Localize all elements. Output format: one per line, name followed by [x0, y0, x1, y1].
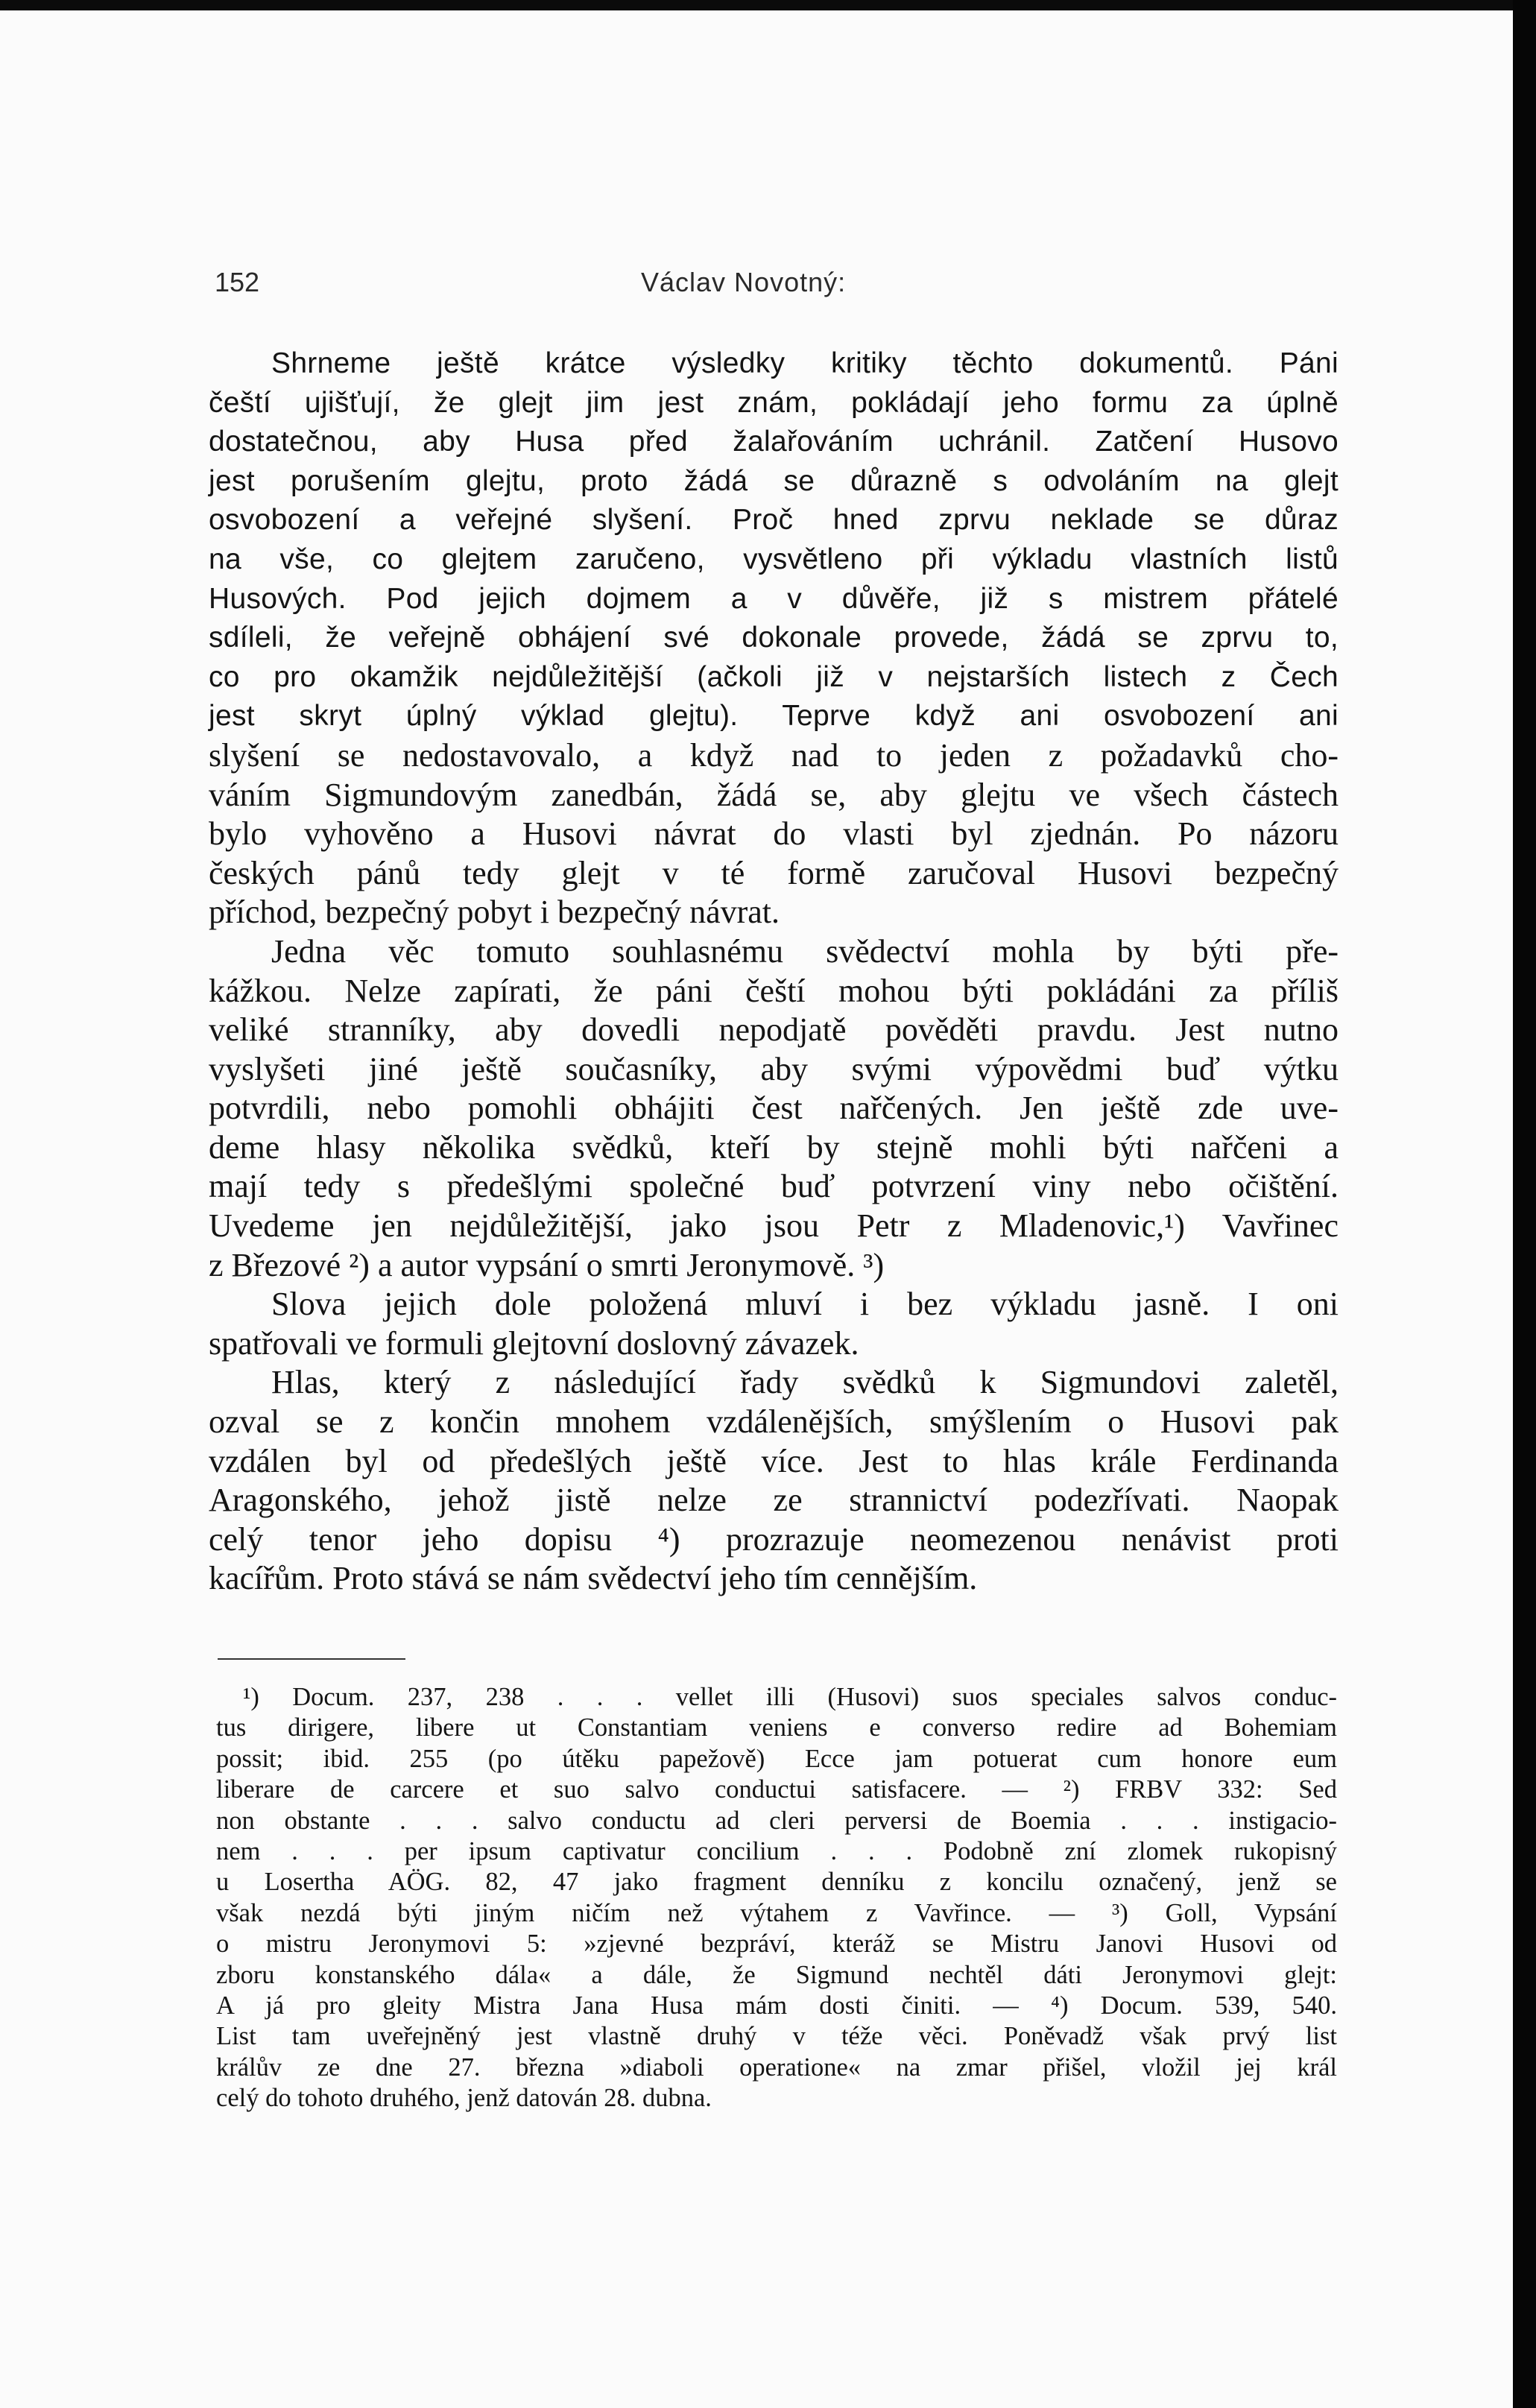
footnote-line: List tam uveřejněný jest vlastně druhý v téže věci. Poněvadž však prvý list	[216, 2022, 1337, 2051]
footnote-line: A já pro gleity Mistra Jana Husa mám dosti činiti. — ⁴) Docum. 539, 540.	[216, 1991, 1337, 2020]
text-line: vzdálen byl od předešlých ještě více. Jest to hlas krále Ferdinanda	[209, 1442, 1339, 1479]
text-line: Slova jejich dole položená mluví i bez výkladu jasně. I oni	[271, 1286, 1339, 1323]
footnote-line: o mistru Jeronymovi 5: »zjevné bezpráví, kteráž se Mistru Janovi Husovi od	[216, 1930, 1337, 1959]
text-line: Husových. Pod jejich dojmem a v důvěře, již s mistrem přátelé	[209, 582, 1339, 615]
text-line: na vše, co glejtem zaručeno, vysvětleno při výkladu vlastních listů	[209, 543, 1339, 575]
text-line: dostatečnou, aby Husa před žalařováním uchránil. Zatčení Husovo	[209, 426, 1339, 458]
text-line: jest skryt úplný výklad glejtu). Teprve když ani osvobození ani	[209, 700, 1339, 733]
text-line: příchod, bezpečný pobyt i bezpečný návrat.	[209, 894, 780, 931]
text-line: spatřovali ve formuli glejtovní doslovný závazek.	[209, 1324, 859, 1362]
footnote-line: celý do tohoto druhého, jenž datován 28. dubna.	[216, 2084, 712, 2113]
text-line: Shrneme ještě krátce výsledky kritiky těchto dokumentů. Páni	[271, 347, 1339, 379]
scan-top-border	[0, 0, 1536, 10]
running-header	[215, 267, 1333, 312]
text-line: jest porušením glejtu, proto žádá se důrazně s odvoláním na glejt	[209, 464, 1339, 497]
main-text	[209, 344, 1339, 1599]
text-line: Uvedeme jen nejdůležitější, jako jsou Petr z Mladenovic,¹) Vavřinec	[209, 1207, 1339, 1245]
text-line: vyslyšeti jiné ještě současníky, aby svými výpovědmi buď výtku	[209, 1050, 1339, 1087]
text-line: ozval se z končin mnohem vzdálenějších, smýšlením o Husovi pak	[209, 1403, 1339, 1441]
footnote-line: u Losertha AÖG. 82, 47 jako fragment denníku z koncilu označený, jenž se	[216, 1868, 1337, 1897]
text-line: potvrdili, nebo pomohli obhájiti čest nařčených. Jen ještě zde uve-	[209, 1090, 1339, 1127]
footnote-divider	[218, 1658, 405, 1660]
footnote-line: nem . . . per ipsum captivatur concilium . . . Podobně zní zlomek rukopisný	[216, 1836, 1337, 1865]
text-line: deme hlasy několika svědků, kteří by stejně mohli býti nařčeni a	[209, 1128, 1339, 1166]
text-line: Hlas, který z následující řady svědků k Sigmundovi zaletěl,	[271, 1364, 1339, 1401]
page-number: 152	[215, 267, 260, 297]
text-line: Jedna věc tomuto souhlasnému svědectví mohla by býti pře-	[271, 932, 1339, 970]
text-line: váním Sigmundovým zanedbán, žádá se, aby glejtu ve všech částech	[209, 776, 1339, 813]
text-line: mají tedy s předešlými společné buď potvrzení viny nebo očištění.	[209, 1168, 1339, 1205]
text-line: veliké stranníky, aby dovedli nepodjatě pověděti pravdu. Jest nutno	[209, 1011, 1339, 1049]
text-line: bylo vyhověno a Husovi návrat do vlasti byl zjednán. Po názoru	[209, 815, 1339, 853]
footnote-line: ¹) Docum. 237, 238 . . . vellet illi (Husovi) suos speciales salvos conduc-	[243, 1683, 1337, 1711]
text-line: sdíleli, že veřejně obhájení své dokonale provede, žádá se zprvu to,	[209, 622, 1339, 654]
text-line: Aragonského, jehož jistě nelze ze strannictví podezřívati. Naopak	[209, 1482, 1339, 1519]
footnote-line: však nezdá býti jiným ničím než výtahem z Vavřince. — ³) Goll, Vypsání	[216, 1898, 1337, 1927]
footnote-line: králův ze dne 27. března »diaboli operatione« na zmar přišel, vložil jej král	[216, 2053, 1337, 2082]
text-line: celý tenor jeho dopisu ⁴) prozrazuje neomezenou nenávist proti	[209, 1520, 1339, 1558]
text-line: osvobození a veřejné slyšení. Proč hned zprvu neklade se důraz	[209, 504, 1339, 537]
text-line: co pro okamžik nejdůležitější (ačkoli již v nejstarších listech z Čech	[209, 660, 1339, 693]
text-line: kacířům. Proto stává se nám svědectví jeho tím cennějším.	[209, 1560, 978, 1597]
running-title: Václav Novotný:	[641, 267, 847, 297]
footnote-line: liberare de carcere et suo salvo conductui satisfacere. — ²) FRBV 332: Sed	[216, 1775, 1337, 1804]
footnote-line: zboru konstanského dála« a dále, že Sigmund nechtěl dáti Jeronymovi glejt:	[216, 1960, 1337, 1989]
footnotes	[216, 1682, 1337, 2114]
scan-edge-border	[1513, 0, 1536, 2408]
footnote-line: tus dirigere, libere ut Constantiam veniens e converso redire ad Bohemiam	[216, 1713, 1337, 1742]
text-line: slyšení se nedostavovalo, a když nad to jeden z požadavků cho-	[209, 736, 1339, 774]
footnote-line: possit; ibid. 255 (po útěku papežově) Ecce jam potuerat cum honore eum	[216, 1744, 1337, 1773]
text-line: z Březové ²) a autor vypsání o smrti Jeronymově. ³)	[209, 1246, 885, 1283]
text-line: čeští ujišťují, že glejt jim jest znám, pokládají jeho formu za úplně	[209, 386, 1339, 419]
text-line: českých pánů tedy glejt v té formě zaručoval Husovi bezpečný	[209, 854, 1339, 891]
footnote-line: non obstante . . . salvo conductu ad cleri perversi de Boemia . . . instigacio-	[216, 1806, 1337, 1835]
text-line: kážkou. Nelze zapírati, že páni čeští mohou býti pokládáni za příliš	[209, 972, 1339, 1009]
